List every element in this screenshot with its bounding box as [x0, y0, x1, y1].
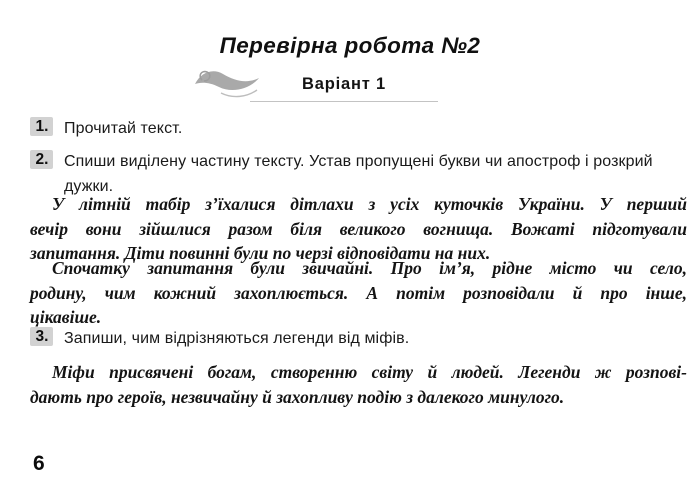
- passage-line: Міфи присвячені богам, створенню світу й людей. Легенди ж розпові-: [52, 362, 687, 382]
- passage-line: У літній табір з’їхалися дітлахи з усіх куточків України. У перший: [52, 194, 687, 214]
- task-2-number-badge: 2.: [30, 150, 53, 169]
- passage-3: [30, 360, 687, 409]
- passage-line: дають про героїв, незвичайну й захопливу подію з далекого минулого.: [30, 386, 565, 407]
- passage-line: цікавіше.: [30, 307, 102, 327]
- passage-2: [30, 256, 687, 330]
- task-1-number-badge: 1.: [30, 117, 53, 136]
- task-2-text: Спиши виділену частину тексту. Устав пропущені букви чи апостроф і розкрий дужки.: [64, 153, 653, 195]
- passage-line: запитання. Діти повинні були по черзі відповідати на них.: [30, 243, 491, 263]
- variant-label: Варіант 1: [302, 75, 386, 93]
- task-3-number-badge: 3.: [30, 327, 53, 346]
- task-1: [30, 116, 686, 141]
- task-3: [30, 326, 686, 351]
- task-3-text: Запиши, чим відрізняються легенди від міфів.: [64, 330, 410, 347]
- passage-line: родину, чим кожний захоплюється. А потім розповідали й про інше,: [30, 282, 687, 303]
- passage-1: [30, 192, 687, 266]
- passage-line: Спочатку запитання були звичайні. Про ім’я, рідне місто чи село,: [52, 258, 687, 278]
- passage-line: вечір вони зійшлися разом біля великого вогнища. Вожаті підготували: [30, 218, 687, 239]
- task-1-text: Прочитай текст.: [64, 120, 183, 137]
- variant-heading: [250, 75, 438, 102]
- page-number: 6: [33, 452, 45, 475]
- page-title: Перевірна робота №2: [219, 33, 481, 58]
